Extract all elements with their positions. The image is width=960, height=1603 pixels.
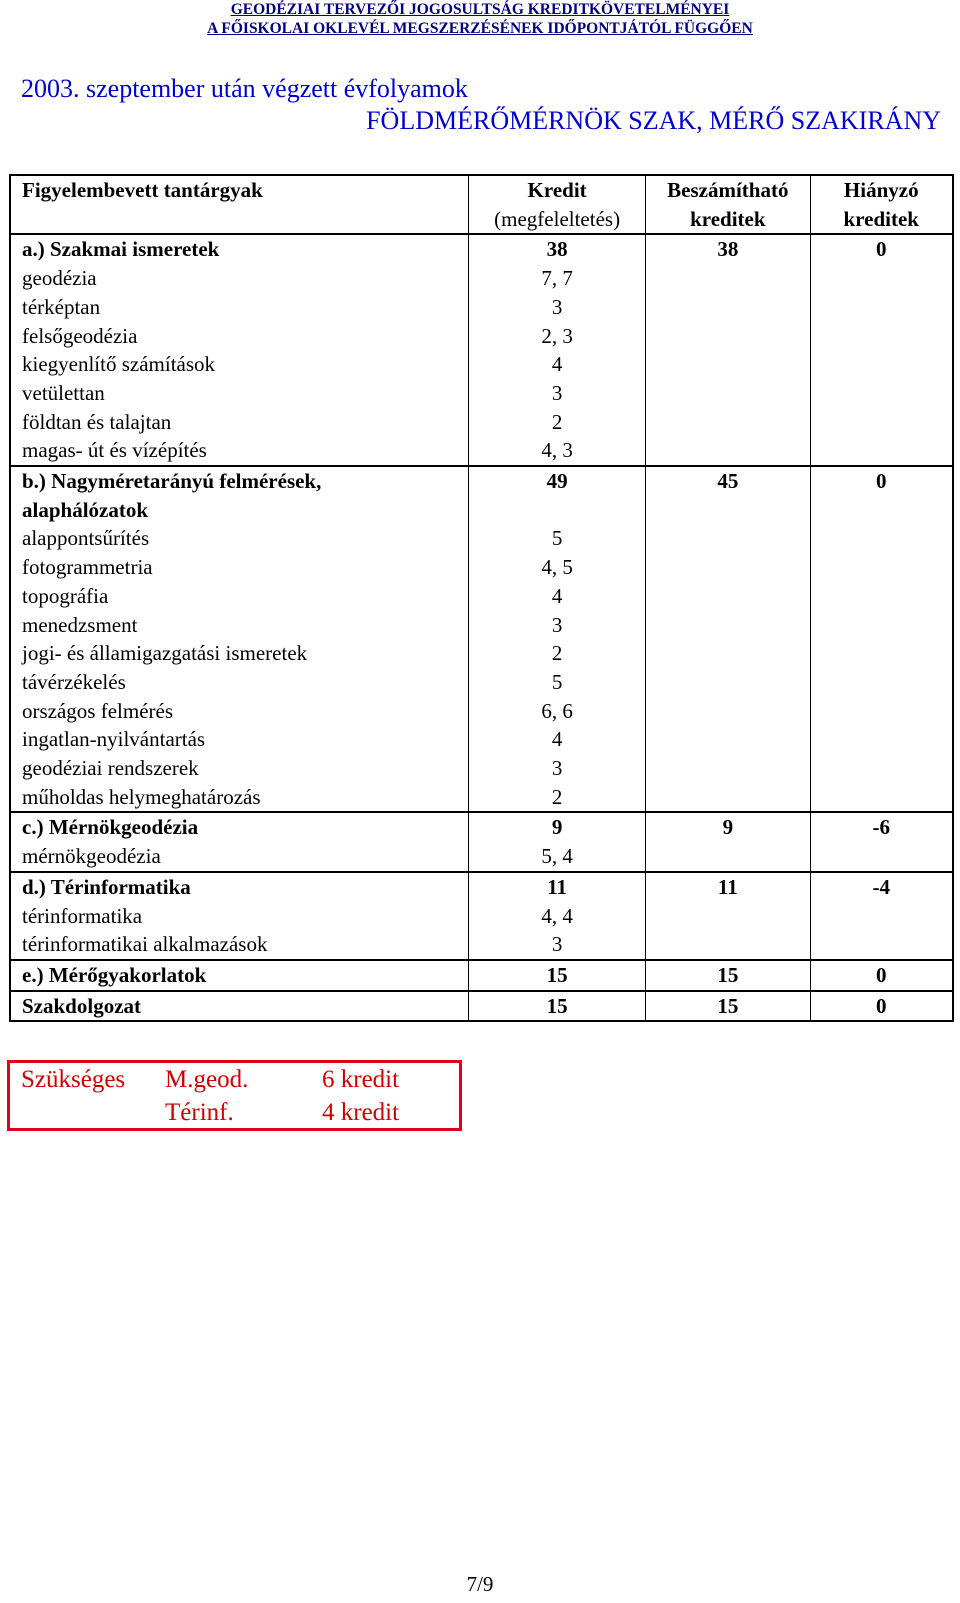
table-row: [10, 350, 953, 379]
row-credit: [469, 496, 646, 525]
row-accepted-credits: 11: [646, 872, 810, 902]
table-row: [10, 783, 953, 813]
row-accepted-credits: [646, 783, 810, 813]
row-missing-credits: [810, 639, 953, 668]
row-subject: menedzsment: [10, 611, 469, 640]
cohort-subtitle: 2003. szeptember után végzett évfolyamok: [21, 74, 468, 103]
row-missing-credits: 0: [810, 234, 953, 264]
row-accepted-credits: [646, 379, 810, 408]
row-missing-credits: [810, 902, 953, 931]
note-row2-subject: Térinf.: [165, 1099, 234, 1126]
row-accepted-credits: [646, 496, 810, 525]
row-credit: 49: [469, 466, 646, 496]
row-accepted-credits: [646, 553, 810, 582]
row-accepted-credits: [646, 842, 810, 872]
table-row: [10, 902, 953, 931]
row-credit: 4: [469, 582, 646, 611]
table-row: [10, 842, 953, 872]
row-missing-credits: [810, 783, 953, 813]
table-row: [10, 611, 953, 640]
row-subject: kiegyenlítő számítások: [10, 350, 469, 379]
table-header-row: [10, 175, 953, 234]
row-accepted-credits: [646, 582, 810, 611]
row-subject: Szakdolgozat: [10, 991, 469, 1022]
row-credit: 38: [469, 234, 646, 264]
row-credit: 5, 4: [469, 842, 646, 872]
row-missing-credits: 0: [810, 960, 953, 991]
page-number: 7/9: [466, 1572, 494, 1596]
row-subject: térképtan: [10, 293, 469, 322]
row-missing-credits: [810, 350, 953, 379]
row-subject: d.) Térinformatika: [10, 872, 469, 902]
row-missing-credits: [810, 408, 953, 437]
row-credit: 4, 5: [469, 553, 646, 582]
document-header-line-1: GEODÉZIAI TERVEZŐI JOGOSULTSÁG KREDITKÖVETELMÉNYEI: [230, 1, 730, 18]
header-accepted: [646, 175, 810, 234]
row-missing-credits: [810, 553, 953, 582]
row-subject: geodéziai rendszerek: [10, 754, 469, 783]
row-credit: 3: [469, 930, 646, 960]
row-missing-credits: [810, 524, 953, 553]
row-subject: e.) Mérőgyakorlatok: [10, 960, 469, 991]
table-row: [10, 524, 953, 553]
table-row: [10, 754, 953, 783]
table-row: [10, 725, 953, 754]
row-missing-credits: [810, 264, 953, 293]
row-subject: műholdas helymeghatározás: [10, 783, 469, 813]
row-missing-credits: -4: [810, 872, 953, 902]
row-accepted-credits: [646, 902, 810, 931]
row-subject: c.) Mérnökgeodézia: [10, 812, 469, 842]
header-accepted-line1: Beszámítható: [667, 178, 789, 202]
row-subject: geodézia: [10, 264, 469, 293]
row-credit: 11: [469, 872, 646, 902]
table-row: [10, 697, 953, 726]
row-accepted-credits: 38: [646, 234, 810, 264]
table-row: [10, 293, 953, 322]
row-credit: 7, 7: [469, 264, 646, 293]
row-subject: vetülettan: [10, 379, 469, 408]
program-subtitle: FÖLDMÉRŐMÉRNÖK SZAK, MÉRŐ SZAKIRÁNY: [366, 106, 941, 135]
table-section-row: [10, 234, 953, 264]
credit-table: [9, 174, 954, 1022]
table-row: [10, 930, 953, 960]
note-row2-value: 4 kredit: [322, 1099, 400, 1126]
row-accepted-credits: 15: [646, 960, 810, 991]
row-missing-credits: [810, 754, 953, 783]
document-header-line-2: A FŐISKOLAI OKLEVÉL MEGSZERZÉSÉNEK IDŐPONTJÁTÓL FÜGGŐEN: [207, 20, 753, 37]
row-accepted-credits: [646, 754, 810, 783]
table-section-row: [10, 872, 953, 902]
row-credit: 15: [469, 960, 646, 991]
table-row: [10, 408, 953, 437]
row-accepted-credits: [646, 293, 810, 322]
row-credit: 4: [469, 350, 646, 379]
row-accepted-credits: [646, 668, 810, 697]
row-accepted-credits: [646, 408, 810, 437]
row-credit: 4: [469, 725, 646, 754]
note-row1-value: 6 kredit: [322, 1066, 400, 1093]
row-credit: 5: [469, 524, 646, 553]
row-missing-credits: 0: [810, 991, 953, 1022]
table-row: [10, 582, 953, 611]
table-row: [10, 639, 953, 668]
row-credit: 9: [469, 812, 646, 842]
row-credit: 2: [469, 408, 646, 437]
row-subject: térinformatika: [10, 902, 469, 931]
table-section-row: [10, 466, 953, 496]
header-subjects: Figyelembevett tantárgyak: [10, 175, 469, 234]
header-credit-line2: (megfeleltetés): [494, 206, 621, 231]
row-credit: 6, 6: [469, 697, 646, 726]
note-label: Szükséges: [21, 1066, 126, 1093]
table-row: [10, 322, 953, 351]
row-credit: 5: [469, 668, 646, 697]
table-section-row: [10, 991, 953, 1022]
row-credit: 2, 3: [469, 322, 646, 351]
table-section-row: [10, 812, 953, 842]
row-accepted-credits: [646, 639, 810, 668]
table-row: [10, 436, 953, 466]
table-row: [10, 379, 953, 408]
row-missing-credits: [810, 668, 953, 697]
row-missing-credits: [810, 436, 953, 466]
row-accepted-credits: [646, 524, 810, 553]
row-accepted-credits: [646, 697, 810, 726]
row-accepted-credits: [646, 436, 810, 466]
table-row: [10, 668, 953, 697]
table-section-row: [10, 496, 953, 525]
row-subject: ingatlan-nyilvántartás: [10, 725, 469, 754]
row-credit: 4, 4: [469, 902, 646, 931]
row-subject: felsőgeodézia: [10, 322, 469, 351]
row-missing-credits: 0: [810, 466, 953, 496]
row-missing-credits: [810, 930, 953, 960]
row-accepted-credits: [646, 264, 810, 293]
row-accepted-credits: [646, 930, 810, 960]
row-missing-credits: [810, 379, 953, 408]
header-missing: [810, 175, 953, 234]
row-accepted-credits: 9: [646, 812, 810, 842]
row-accepted-credits: [646, 611, 810, 640]
table-row: [10, 264, 953, 293]
row-credit: 3: [469, 754, 646, 783]
row-missing-credits: [810, 611, 953, 640]
row-accepted-credits: [646, 322, 810, 351]
row-subject: térinformatikai alkalmazások: [10, 930, 469, 960]
note-row1-subject: M.geod.: [165, 1066, 249, 1093]
required-credits-note: [7, 1060, 462, 1131]
row-subject: b.) Nagyméretarányú felmérések,: [10, 466, 469, 496]
row-subject: magas- út és vízépítés: [10, 436, 469, 466]
header-missing-line1: Hiányzó: [843, 178, 919, 202]
row-credit: 2: [469, 639, 646, 668]
row-subject: alaphálózatok: [10, 496, 469, 525]
header-credit-line1: Kredit: [527, 178, 587, 202]
row-missing-credits: [810, 725, 953, 754]
row-missing-credits: -6: [810, 812, 953, 842]
row-subject: jogi- és államigazgatási ismeretek: [10, 639, 469, 668]
table-section-row: [10, 960, 953, 991]
header-missing-line2: kreditek: [843, 206, 919, 231]
row-subject: mérnökgeodézia: [10, 842, 469, 872]
row-subject: alappontsűrítés: [10, 524, 469, 553]
row-credit: 4, 3: [469, 436, 646, 466]
row-subject: topográfia: [10, 582, 469, 611]
row-subject: a.) Szakmai ismeretek: [10, 234, 469, 264]
row-accepted-credits: [646, 725, 810, 754]
row-missing-credits: [810, 582, 953, 611]
table-row: [10, 553, 953, 582]
row-subject: távérzékelés: [10, 668, 469, 697]
row-credit: 3: [469, 611, 646, 640]
row-credit: 3: [469, 379, 646, 408]
header-credit: [469, 175, 646, 234]
row-missing-credits: [810, 293, 953, 322]
row-credit: 15: [469, 991, 646, 1022]
row-subject: országos felmérés: [10, 697, 469, 726]
row-missing-credits: [810, 697, 953, 726]
row-accepted-credits: 45: [646, 466, 810, 496]
row-missing-credits: [810, 842, 953, 872]
header-accepted-line2: kreditek: [690, 206, 766, 231]
row-accepted-credits: [646, 350, 810, 379]
row-accepted-credits: 15: [646, 991, 810, 1022]
row-missing-credits: [810, 322, 953, 351]
row-credit: 2: [469, 783, 646, 813]
row-subject: földtan és talajtan: [10, 408, 469, 437]
row-missing-credits: [810, 496, 953, 525]
row-credit: 3: [469, 293, 646, 322]
row-subject: fotogrammetria: [10, 553, 469, 582]
